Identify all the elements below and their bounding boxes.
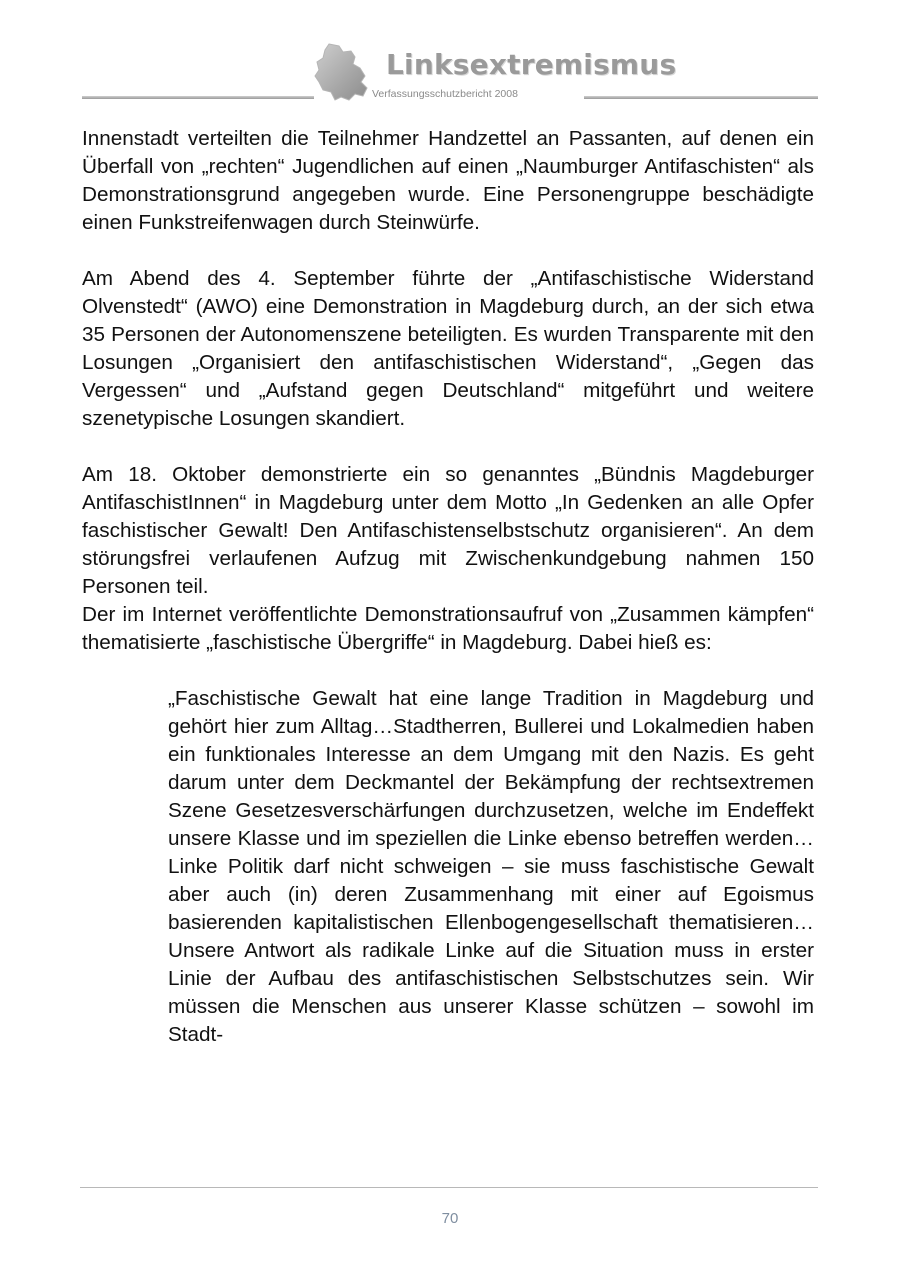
paragraph-4: Der im Internet veröffentlichte Demonstrationsaufruf von „Zusammen kämpfen“ thematisierte „faschistische Übergriffe“ in Magdeburg. Dabei hieß es: (82, 603, 814, 654)
header-rule-left (82, 96, 314, 99)
paragraph-3: Am 18. Oktober demonstrierte ein so genanntes „Bündnis Magdeburger AntifaschistInnen“ in Magdeburg unter dem Motto „In Gedenken an alle Opfer faschistischer Gewalt! Den Antifaschistenselbstschutz organisieren“. An dem störungsfrei verlaufenen Aufzug mit Zwischenkundgebung nahmen 150 Personen teil. (82, 463, 814, 598)
document-body (82, 125, 814, 1049)
paragraph-1: Innenstadt verteilten die Teilnehmer Handzettel an Passanten, auf denen ein Überfall von „rechten“ Jugendlichen auf einen „Naumburger Antifaschisten“ als Demonstrationsgrund angegeben wurde. Eine Personengruppe beschädigte einen Funkstreifenwagen durch Steinwürfe. (82, 127, 814, 234)
block-quote: „Faschistische Gewalt hat eine lange Tradition in Magdeburg und gehört hier zum Alltag…Stadtherren, Bullerei und Lokalmedien haben ein funktionales Interesse an dem Umgang mit den Nazis. Es geht darum unter dem Deckmantel der Bekämpfung der rechtsextremen Szene Gesetzesverschärfungen durchzusetzen, welche im Endeffekt unsere Klasse und im speziellen die Linke ebenso betreffen werden…Linke Politik darf nicht schweigen – sie muss faschistische Gewalt aber auch (in) deren Zusammenhang mit einer auf Egoismus basierenden kapitalistischen Ellenbogengesellschaft thematisieren…Unsere Antwort als radikale Linke auf die Situation muss in erster Linie der Aufbau des antifaschistischen Selbstschutzes sein. Wir müssen die Menschen aus unserer Klasse schützen – sowohl im Stadt- (168, 687, 814, 1046)
header-title: Linksextremismus (386, 48, 677, 81)
header-rule-right (584, 96, 818, 99)
paragraph-2: Am Abend des 4. September führte der „Antifaschistische Widerstand Olvenstedt“ (AWO) eine Demonstration in Magdeburg durch, an der sich etwa 35 Personen der Autonomenszene beteiligten. Es wurden Transparente mit den Losungen „Organisiert den antifaschistischen Widerstand“, „Gegen das Vergessen“ und „Aufstand gegen Deutschland“ mitgeführt und weitere szenetypische Losungen skandiert. (82, 267, 814, 430)
header-subtitle: Verfassungsschutzbericht 2008 (372, 88, 518, 100)
state-map-icon (313, 42, 371, 102)
page-number: 70 (441, 1210, 459, 1227)
page-header (0, 0, 900, 110)
footer-rule (80, 1187, 818, 1188)
